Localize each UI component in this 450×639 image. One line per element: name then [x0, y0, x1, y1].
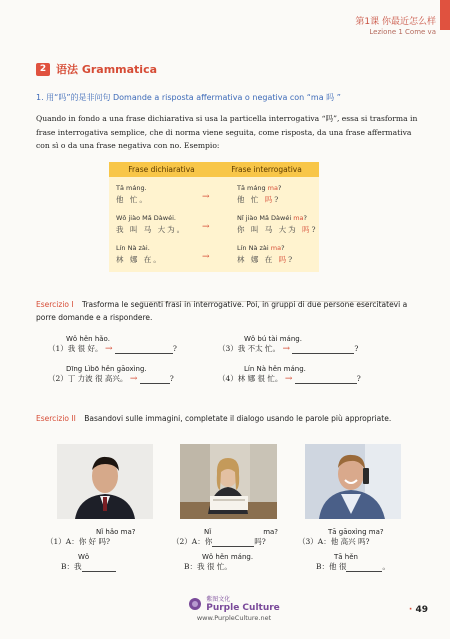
arrow-icon: → [202, 192, 210, 202]
photo-busy-woman [180, 444, 277, 519]
table-row-3-interrogative: Lín Nà zài ma? 林 娜 在 吗? [237, 244, 295, 264]
table-row-1-interrogative: Tā máng ma? 他 忙 吗? [237, 184, 282, 204]
table-header-declarative: Frase dichiarativa [109, 162, 214, 177]
subsection-title: 1. 用“吗”的是非问句 Domande a risposta affermativa o negativa con “ma 吗 ” [36, 93, 341, 102]
arrow-icon: → [282, 344, 290, 354]
section-title: 语法 Grammatica [56, 63, 158, 76]
publisher-watermark: 紫图文化 Purple Culture www.PurpleCulture.net [174, 594, 294, 622]
answer-blank[interactable] [115, 345, 173, 354]
table-row-1-declarative: Tā máng. 他 忙。 [116, 184, 149, 204]
answer-blank[interactable] [295, 375, 357, 384]
dialogue-3: Tā gāoxìng ma? （3）A：他 高兴 吗? Tā hěn B：他 很 。 [298, 528, 390, 571]
exercise-1-item: Wǒ bú tài máng. （3）我 不太 忙。 → ? [218, 335, 359, 354]
photo-smiling-man [57, 444, 153, 519]
answer-blank[interactable] [292, 345, 354, 354]
example-table [109, 162, 319, 272]
answer-blank[interactable] [346, 563, 382, 572]
photo-happy-man-phone [305, 444, 401, 519]
arrow-icon: → [284, 374, 293, 384]
dialogue-1: Nǐ hǎo ma? （1）A：你 好 吗? Wǒ B：我 [46, 528, 136, 571]
exercise-1-item: Dīng Lìbō hěn gāoxìng. （2）丁 力波 很 高兴。 → ? [48, 365, 174, 384]
table-row-2-interrogative: Nǐ jiào Mǎ Dàwéi ma? 你 叫 马 大为 吗? [237, 214, 318, 234]
exercise-1-text: Trasforma le seguenti frasi in interrogative. Poi, in gruppi di due persone esercitatevi a porre domande e a rispondere. [36, 300, 408, 322]
dialogue-2: Nǐ ma? （2）A：你 吗? Wǒ hěn máng. B：我 很 忙。 [172, 528, 279, 571]
exercise-2-label: Esercizio II [36, 414, 76, 423]
arrow-icon: → [129, 374, 138, 384]
lesson-title-it: Lezione 1 Come va [369, 28, 436, 36]
answer-blank[interactable] [140, 375, 170, 384]
exercise-1-label: Esercizio I [36, 300, 74, 309]
section-number: 2 [36, 63, 50, 76]
page-header [355, 14, 436, 36]
table-row-3-declarative: Lín Nà zài. 林 娜 在。 [116, 244, 163, 264]
corner-tab [440, 0, 450, 30]
arrow-icon: → [202, 222, 210, 232]
table-header-interrogative: Frase interrogativa [214, 162, 319, 177]
table-row-2-declarative: Wǒ jiào Mǎ Dàwéi. 我 叫 马 大为。 [116, 214, 187, 234]
exercise-1-item: Wǒ hěn hǎo. （1）我 很 好。 → ? [48, 335, 177, 354]
exercise-1-instructions [36, 298, 416, 324]
section-heading [36, 61, 157, 77]
arrow-icon: → [104, 344, 113, 354]
page-number: · 49 [408, 605, 428, 615]
exercise-1-item: Lín Nà hěn máng. （4）林 娜 很 忙。 → ? [218, 365, 361, 384]
answer-blank[interactable] [82, 563, 116, 572]
purple-culture-logo-icon [188, 597, 202, 611]
arrow-icon: → [202, 252, 210, 262]
exercise-2-instructions [36, 414, 426, 423]
exercise-2-text: Basandovi sulle immagini, completate il dialogo usando le parole più appropriate. [84, 414, 392, 423]
answer-blank[interactable] [212, 538, 254, 547]
lesson-title-cn: 第1课 你最近怎么样 [355, 17, 436, 27]
explanation-paragraph: Quando in fondo a una frase dichiarativa si usa la particella interrogativa “吗”, essa si trasforma in frase interrogativa semplice, che di norma viene seguita, come risposta, da una frase affermativa con sì o da una frase negativa con no. Esempio: [36, 114, 418, 150]
